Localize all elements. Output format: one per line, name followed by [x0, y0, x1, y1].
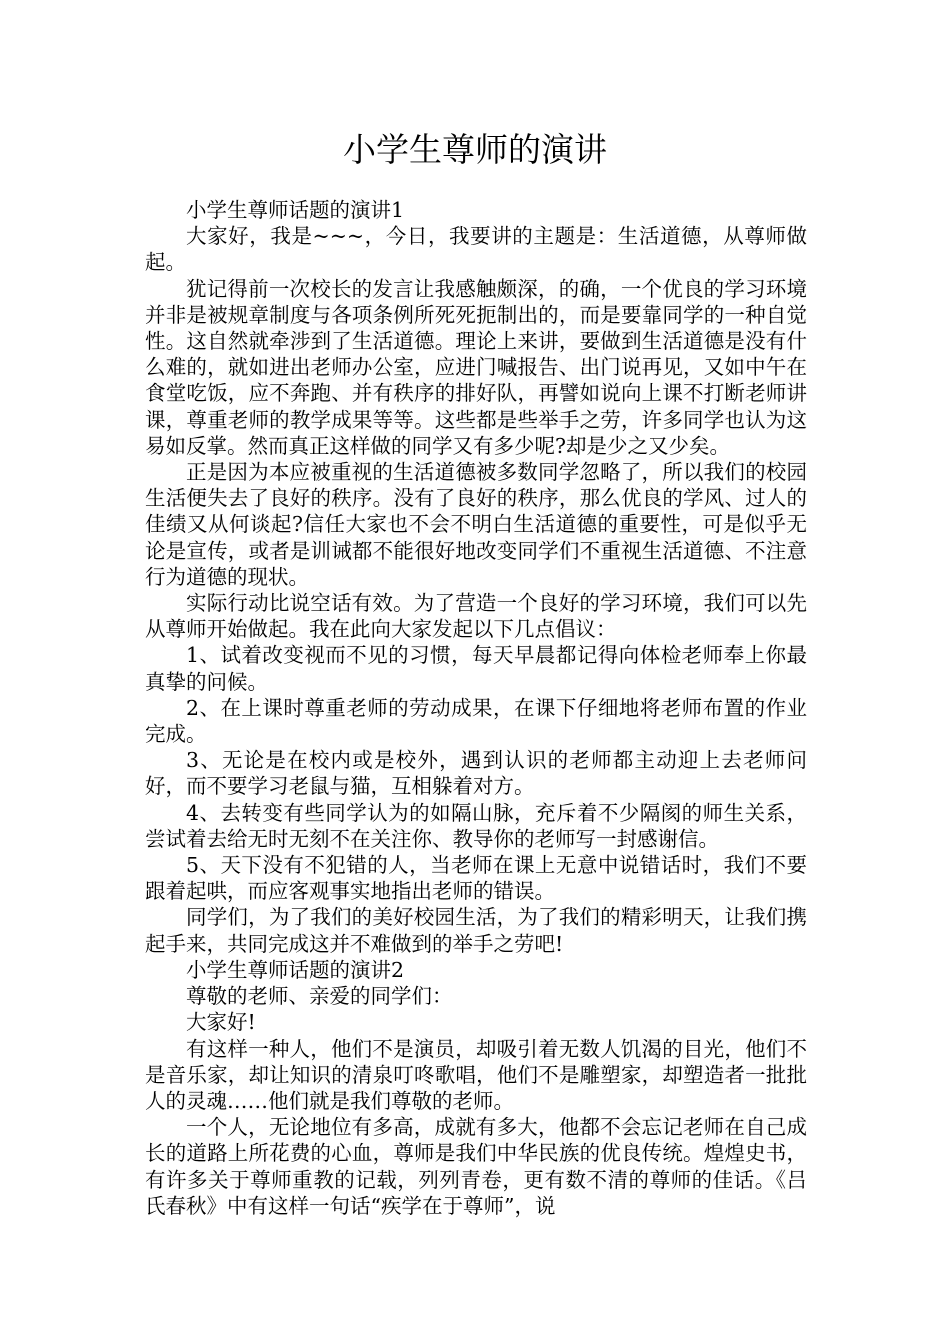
greeting: 大家好! — [186, 1010, 256, 1035]
paragraph: 正是因为本应被重视的生活道德被多数同学忽略了，所以我们的校园生活便失去了良好的秩序。没有了良好的秩序，那么优良的学风、过人的佳绩又从何谈起?信任大家也不会不明白生活道德的重要性，可是似乎无论是宣传，或者是训诫都不能很好地改变同学们不重视生活道德、不注意行为道德的现状。 — [145, 460, 807, 589]
paragraph: 犹记得前一次校长的发言让我感触颇深，的确，一个优良的学习环境并非是被规章制度与各项条例所死死扼制出的，而是要靠同学的一种自觉性。这自然就牵涉到了生活道德。理论上来讲，要做到生活道德是没有什么难的，就如进出老师办公室，应进门喊报告、出门说再见，又如中午在食堂吃饭，应不奔跑、并有秩序的排好队，再譬如说向上课不打断老师讲课，尊重老师的教学成果等等。这些都是些举手之劳，许多同学也认为这易如反掌。然而真正这样做的同学又有多少呢?却是少之又少矣。 — [145, 276, 807, 458]
paragraph: 实际行动比说空话有效。为了营造一个良好的学习环境，我们可以先从尊师开始做起。我在此向大家发起以下几点倡议： — [145, 591, 807, 642]
salutation: 尊敬的老师、亲爱的同学们： — [186, 984, 453, 1009]
list-item: 5、天下没有不犯错的人，当老师在课上无意中说错话时，我们不要跟着起哄，而应客观事实地指出老师的错误。 — [145, 853, 807, 904]
paragraph: 大家好，我是~~~，今日，我要讲的主题是：生活道德，从尊师做起。 — [145, 224, 807, 275]
section-heading-1: 小学生尊师话题的演讲1 — [186, 198, 405, 222]
section-heading-2: 小学生尊师话题的演讲2 — [186, 957, 405, 982]
document-title: 小学生尊师的演讲 — [343, 130, 607, 169]
list-item: 4、去转变有些同学认为的如隔山脉，充斥着不少隔阂的师生关系，尝试着去给无时无刻不在关注你、教导你的老师写一封感谢信。 — [145, 800, 807, 851]
paragraph: 同学们，为了我们的美好校园生活，为了我们的精彩明天，让我们携起手来，共同完成这并不难做到的举手之劳吧! — [145, 905, 807, 956]
list-item: 2、在上课时尊重老师的劳动成果，在课下仔细地将老师布置的作业完成。 — [145, 695, 807, 747]
list-item: 1、试着改变视而不见的习惯，每天早晨都记得向体检老师奉上你最真挚的问候。 — [145, 643, 807, 694]
list-item: 3、无论是在校内或是校外，遇到认识的老师都主动迎上去老师问好，而不要学习老鼠与猫，互相躲着对方。 — [145, 748, 807, 799]
document-body — [145, 197, 807, 1219]
paragraph: 一个人，无论地位有多高，成就有多大，他都不会忘记老师在自己成长的道路上所花费的心血，尊师是我们中华民族的优良传统。煌煌史书，有许多关于尊师重教的记载，列列青卷，更有数不清的尊师的佳话。《吕氏春秋》中有这样一句话“疾学在于尊师”，说 — [145, 1115, 807, 1218]
paragraph: 有这样一种人，他们不是演员，却吸引着无数人饥渴的目光，他们不是音乐家，却让知识的清泉叮咚歌唱，他们不是雕塑家，却塑造者一批批人的灵魂……他们就是我们尊敬的老师。 — [145, 1036, 807, 1113]
